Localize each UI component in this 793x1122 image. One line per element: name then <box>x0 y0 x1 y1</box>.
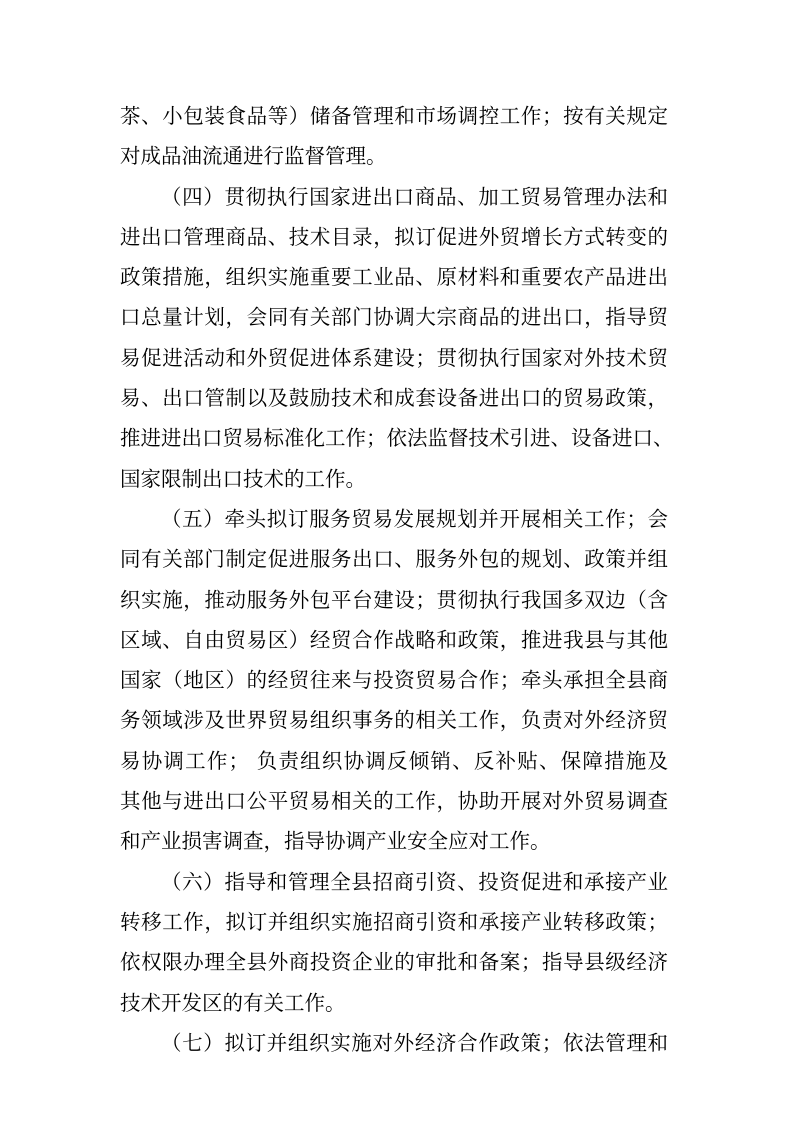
text-line: 易协调工作； 负责组织协调反倾销、反补贴、保障措施及 <box>120 748 668 773</box>
text-line: （六）指导和管理全县招商引资、投资促进和承接产业 <box>161 869 668 894</box>
text-line: 国家（地区）的经贸往来与投资贸易合作；牵头承担全县商 <box>120 668 668 693</box>
paragraph <box>120 96 668 177</box>
paragraph <box>120 499 668 862</box>
text-line: 务领域涉及世界贸易组织事务的相关工作，负责对外经济贸 <box>120 708 668 733</box>
paragraph <box>120 862 668 1023</box>
text-line: 口总量计划，会同有关部门协调大宗商品的进出口，指导贸 <box>120 305 668 330</box>
text-line: 其他与进出口公平贸易相关的工作，协助开展对外贸易调查 <box>120 789 668 814</box>
document-body <box>120 96 674 1063</box>
text-line: 依权限办理全县外商投资企业的审批和备案；指导县级经济 <box>120 950 668 975</box>
text-line: 易促进活动和外贸促进体系建设；贯彻执行国家对外技术贸 <box>120 345 668 370</box>
text-line: 同有关部门制定促进服务出口、服务外包的规划、政策并组 <box>120 547 668 572</box>
paragraph <box>120 1023 668 1063</box>
text-line: 易、出口管制以及鼓励技术和成套设备进出口的贸易政策， <box>120 386 668 411</box>
text-line: （四）贯彻执行国家进出口商品、加工贸易管理办法和 <box>161 184 668 209</box>
text-line: 国家限制出口技术的工作。 <box>120 466 366 491</box>
text-line: （五）牵头拟订服务贸易发展规划并开展相关工作；会 <box>161 506 668 531</box>
text-line: （七）拟订并组织实施对外经济合作政策；依法管理和 <box>161 1030 668 1055</box>
text-line: 技术开发区的有关工作。 <box>120 990 346 1015</box>
text-line: 进出口管理商品、技术目录，拟订促进外贸增长方式转变的 <box>120 224 668 249</box>
text-line: 对成品油流通进行监督管理。 <box>120 144 387 169</box>
text-line: 和产业损害调查，指导协调产业安全应对工作。 <box>120 829 551 854</box>
paragraph <box>120 177 674 499</box>
text-line: 区域、自由贸易区）经贸合作战略和政策，推进我县与其他 <box>120 627 668 652</box>
text-line: 转移工作，拟订并组织实施招商引资和承接产业转移政策； <box>120 909 668 934</box>
text-line: 织实施，推动服务外包平台建设；贯彻执行我国多双边（含 <box>120 587 668 612</box>
text-line: 茶、小包装食品等）储备管理和市场调控工作；按有关规定 <box>120 104 668 128</box>
text-line: 政策措施，组织实施重要工业品、原材料和重要农产品进出 <box>120 265 668 290</box>
text-line: 推进进出口贸易标准化工作；依法监督技术引进、设备进口、 <box>120 426 674 451</box>
